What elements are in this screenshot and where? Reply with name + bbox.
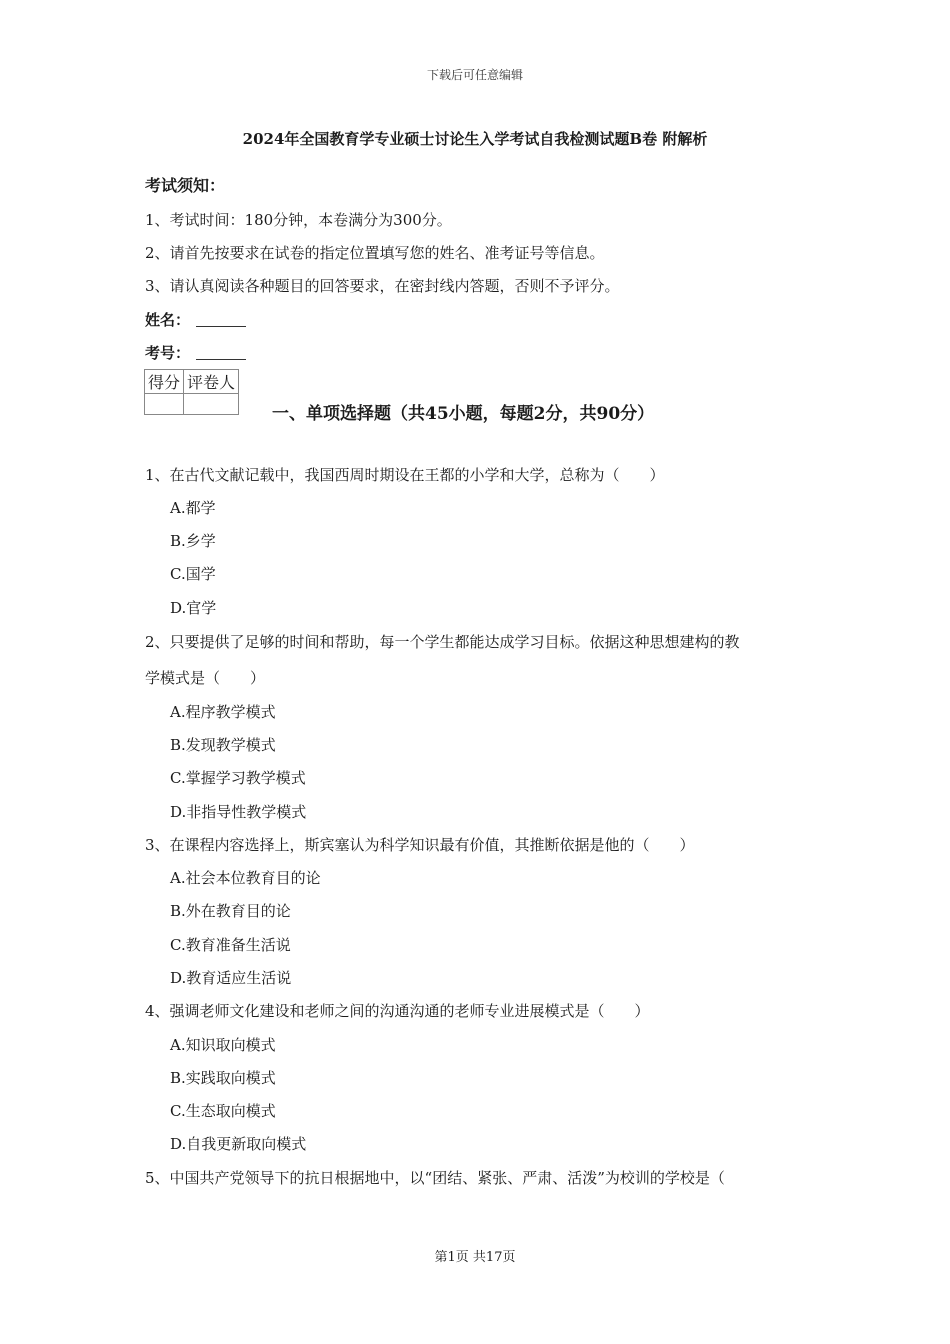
answer-option[interactable]: C.生态取向模式 [170, 1102, 276, 1120]
name-field[interactable] [145, 309, 246, 330]
name-blank[interactable] [196, 312, 246, 327]
answer-option[interactable]: C.掌握学习教学模式 [170, 769, 306, 787]
id-field[interactable] [145, 342, 246, 363]
notice-heading: 考试须知： [145, 176, 226, 195]
answer-option[interactable]: D.自我更新取向模式 [170, 1135, 307, 1153]
answer-option[interactable]: B.外在教育目的论 [170, 902, 291, 920]
grader-cell[interactable] [184, 394, 239, 415]
answer-option[interactable]: A.社会本位教育目的论 [170, 869, 321, 887]
notice-item: 2、请首先按要求在试卷的指定位置填写您的姓名、准考证号等信息。 [145, 244, 605, 262]
answer-option[interactable]: B.发现教学模式 [170, 736, 276, 754]
question-text: 2、只要提供了足够的时间和帮助，每一个学生都能达成学习目标。依据这种思想建构的教 [145, 633, 740, 651]
grader-header: 评卷人 [184, 370, 239, 394]
score-header: 得分 [145, 370, 184, 394]
notice-item: 3、请认真阅读各种题目的回答要求，在密封线内答题，否则不予评分。 [145, 277, 620, 295]
score-box [144, 369, 239, 415]
answer-option[interactable]: B.实践取向模式 [170, 1069, 276, 1087]
id-label: 考号： [145, 344, 191, 362]
question-text: 4、强调老师文化建设和老师之间的沟通沟通的老师专业进展模式是（ ） [145, 1002, 650, 1020]
answer-option[interactable]: D.教育适应生活说 [170, 969, 292, 987]
answer-option[interactable]: D.官学 [170, 599, 217, 617]
document-title: 2024年全国教育学专业硕士讨论生入学考试自我检测试题B卷 附解析 [242, 130, 708, 148]
question-text: 1、在古代文献记载中，我国西周时期设在王都的小学和大学，总称为（ ） [145, 466, 665, 484]
question-text: 3、在课程内容选择上，斯宾塞认为科学知识最有价值，其推断依据是他的（ ） [145, 836, 695, 854]
header-note: 下载后可任意编辑 [426, 68, 523, 82]
score-cell[interactable] [145, 394, 184, 415]
answer-option[interactable]: C.国学 [170, 565, 216, 583]
answer-option[interactable]: A.知识取向模式 [170, 1036, 276, 1054]
page-footer: 第1页 共17页 [434, 1250, 516, 1265]
answer-option[interactable]: B.乡学 [170, 532, 216, 550]
answer-option[interactable]: C.教育准备生活说 [170, 936, 291, 954]
answer-option[interactable]: D.非指导性教学模式 [170, 803, 307, 821]
question-text-continued: 学模式是（ ） [145, 669, 266, 687]
section-heading: 一、单项选择题（共45小题，每题2分，共90分） [272, 404, 655, 424]
notice-item: 1、考试时间：180分钟，本卷满分为300分。 [145, 211, 452, 229]
question-text: 5、中国共产党领导下的抗日根据地中，以“团结、紧张、严肃、活泼”为校训的学校是（ [145, 1169, 725, 1187]
id-blank[interactable] [196, 345, 246, 360]
name-label: 姓名： [145, 311, 191, 329]
answer-option[interactable]: A.都学 [170, 499, 216, 517]
answer-option[interactable]: A.程序教学模式 [170, 703, 276, 721]
